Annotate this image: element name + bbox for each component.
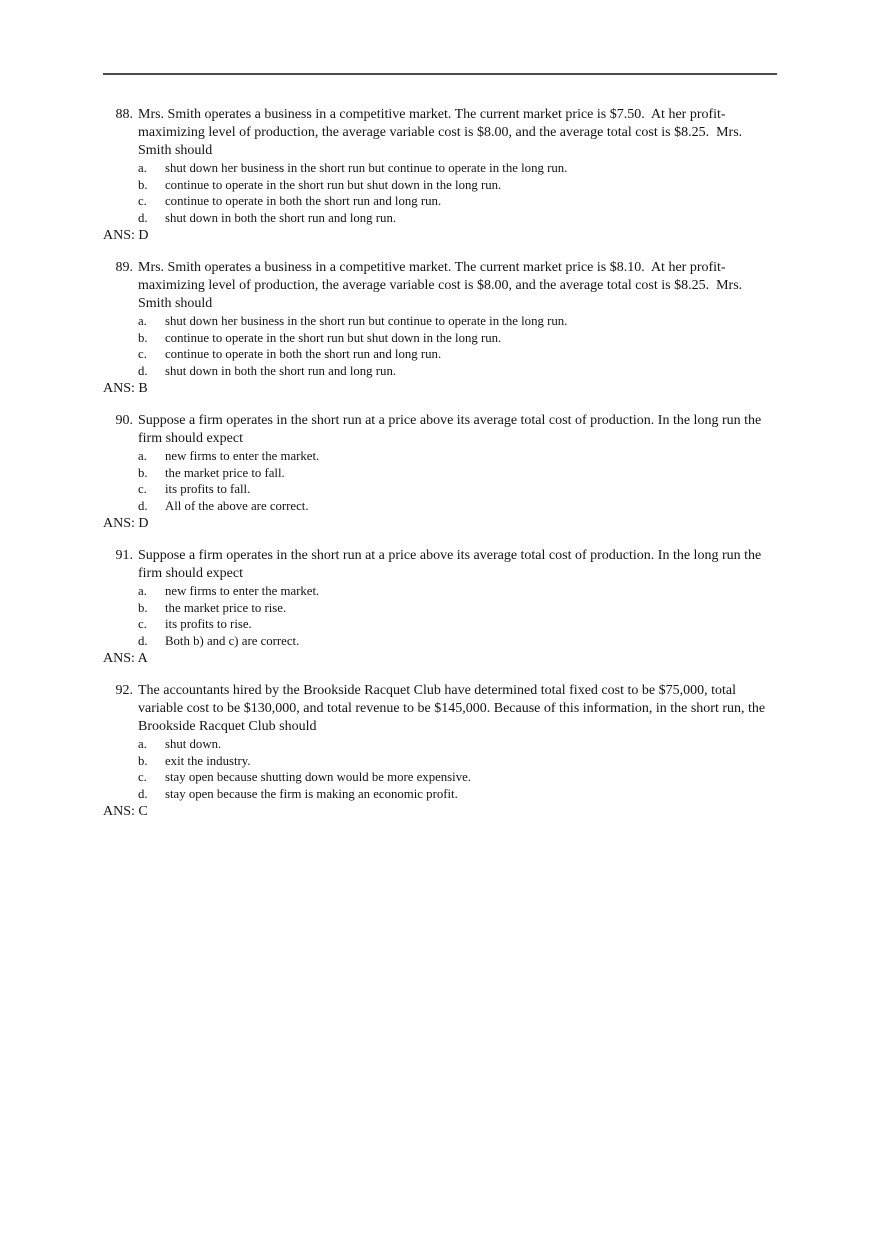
option-letter: d.: [138, 786, 148, 801]
option-item: [138, 313, 775, 330]
option-text: Both b) and c) are correct.: [165, 633, 300, 648]
option-item: [138, 330, 775, 347]
question-item: [103, 547, 775, 668]
question-text: Suppose a firm operates in the short run at a price above its average total cost of production. In the long run the firm should expect: [138, 413, 765, 446]
option-item: [138, 616, 775, 633]
option-letter: b.: [138, 330, 148, 345]
answer-line: [103, 515, 775, 533]
options-list: [103, 583, 775, 649]
option-item: [138, 498, 775, 515]
question-item: [103, 259, 775, 398]
answer-line: [103, 650, 775, 668]
option-text: shut down in both the short run and long run.: [165, 363, 397, 378]
option-text: exit the industry.: [165, 753, 251, 768]
option-letter: c.: [138, 194, 147, 208]
option-text: its profits to fall.: [165, 482, 251, 496]
question-text: The accountants hired by the Brookside Racquet Club have determined total fixed cost to be $75,000, total variable cost to be $130,000, and total revenue to be $145,000. Because of this information, in the short run, the Brookside Racquet Club should: [138, 683, 769, 734]
option-letter: b.: [138, 753, 148, 768]
option-letter: a.: [138, 449, 147, 463]
question-head: [103, 259, 775, 313]
option-item: [138, 600, 775, 617]
option-text: shut down her business in the short run but continue to operate in the long run.: [165, 161, 568, 175]
option-letter: c.: [138, 482, 147, 496]
option-letter: c.: [138, 347, 147, 361]
option-text: the market price to rise.: [165, 600, 287, 615]
question-item: [103, 682, 775, 821]
options-list: [103, 736, 775, 802]
answer-value: B: [138, 381, 148, 396]
option-item: [138, 193, 775, 210]
option-text: new firms to enter the market.: [165, 584, 320, 598]
question-head: [103, 682, 775, 736]
option-item: [138, 736, 775, 753]
option-text: shut down her business in the short run but continue to operate in the long run.: [165, 314, 568, 328]
option-item: [138, 448, 775, 465]
option-text: its profits to rise.: [165, 617, 252, 631]
option-item: [138, 753, 775, 770]
answer-label: ANS:: [103, 228, 135, 243]
option-item: [138, 786, 775, 803]
option-item: [138, 346, 775, 363]
option-letter: a.: [138, 584, 147, 598]
answer-value: C: [138, 804, 148, 819]
option-text: continue to operate in the short run but shut down in the long run.: [165, 177, 502, 192]
option-letter: a.: [138, 161, 147, 175]
question-head: [103, 106, 775, 160]
question-number: 92.: [115, 683, 133, 698]
option-text: continue to operate in both the short run and long run.: [165, 347, 442, 361]
option-text: the market price to fall.: [165, 465, 285, 480]
option-letter: a.: [138, 737, 147, 751]
option-item: [138, 160, 775, 177]
option-letter: d.: [138, 498, 148, 513]
option-text: stay open because the firm is making an economic profit.: [165, 786, 458, 801]
option-letter: d.: [138, 633, 148, 648]
question-text: Mrs. Smith operates a business in a competitive market. The current market price is $7.50. At her profit-maximizing level of production, the average variable cost is $8.00, and the average total cost is $8.25. Mrs. Smith should: [138, 107, 746, 158]
answer-line: [103, 380, 775, 398]
option-letter: b.: [138, 600, 148, 615]
option-letter: b.: [138, 177, 148, 192]
answer-label: ANS:: [103, 651, 135, 666]
question-number: 91.: [115, 548, 133, 563]
question-head: [103, 547, 775, 583]
option-item: [138, 769, 775, 786]
option-text: continue to operate in the short run but shut down in the long run.: [165, 330, 502, 345]
option-item: [138, 177, 775, 194]
answer-label: ANS:: [103, 804, 135, 819]
option-letter: d.: [138, 210, 148, 225]
question-number: 88.: [115, 107, 133, 122]
option-text: stay open because shutting down would be more expensive.: [165, 770, 471, 784]
answer-line: [103, 227, 775, 245]
option-letter: c.: [138, 770, 147, 784]
header-horizontal-rule: [103, 73, 777, 75]
option-text: shut down.: [165, 737, 222, 751]
option-text: All of the above are correct.: [165, 498, 309, 513]
answer-label: ANS:: [103, 381, 135, 396]
options-list: [103, 160, 775, 226]
options-list: [103, 448, 775, 514]
option-item: [138, 210, 775, 227]
question-text: Suppose a firm operates in the short run at a price above its average total cost of production. In the long run the firm should expect: [138, 548, 765, 581]
option-item: [138, 481, 775, 498]
question-number: 90.: [115, 413, 133, 428]
option-item: [138, 583, 775, 600]
question-item: [103, 412, 775, 533]
option-item: [138, 465, 775, 482]
answer-value: D: [138, 516, 149, 531]
option-letter: a.: [138, 314, 147, 328]
question-number: 89.: [115, 260, 133, 275]
question-item: [103, 106, 775, 245]
option-letter: d.: [138, 363, 148, 378]
question-head: [103, 412, 775, 448]
option-letter: b.: [138, 465, 148, 480]
questions-list: [103, 106, 775, 835]
answer-label: ANS:: [103, 516, 135, 531]
answer-line: [103, 803, 775, 821]
option-text: new firms to enter the market.: [165, 449, 320, 463]
option-item: [138, 363, 775, 380]
option-text: shut down in both the short run and long run.: [165, 210, 397, 225]
answer-value: D: [138, 228, 149, 243]
option-item: [138, 633, 775, 650]
options-list: [103, 313, 775, 379]
question-text: Mrs. Smith operates a business in a competitive market. The current market price is $8.10. At her profit-maximizing level of production, the average variable cost is $8.00, and the average total cost is $8.25. Mrs. Smith should: [138, 260, 746, 311]
answer-value: A: [137, 651, 148, 666]
option-text: continue to operate in both the short run and long run.: [165, 194, 442, 208]
option-letter: c.: [138, 617, 147, 631]
